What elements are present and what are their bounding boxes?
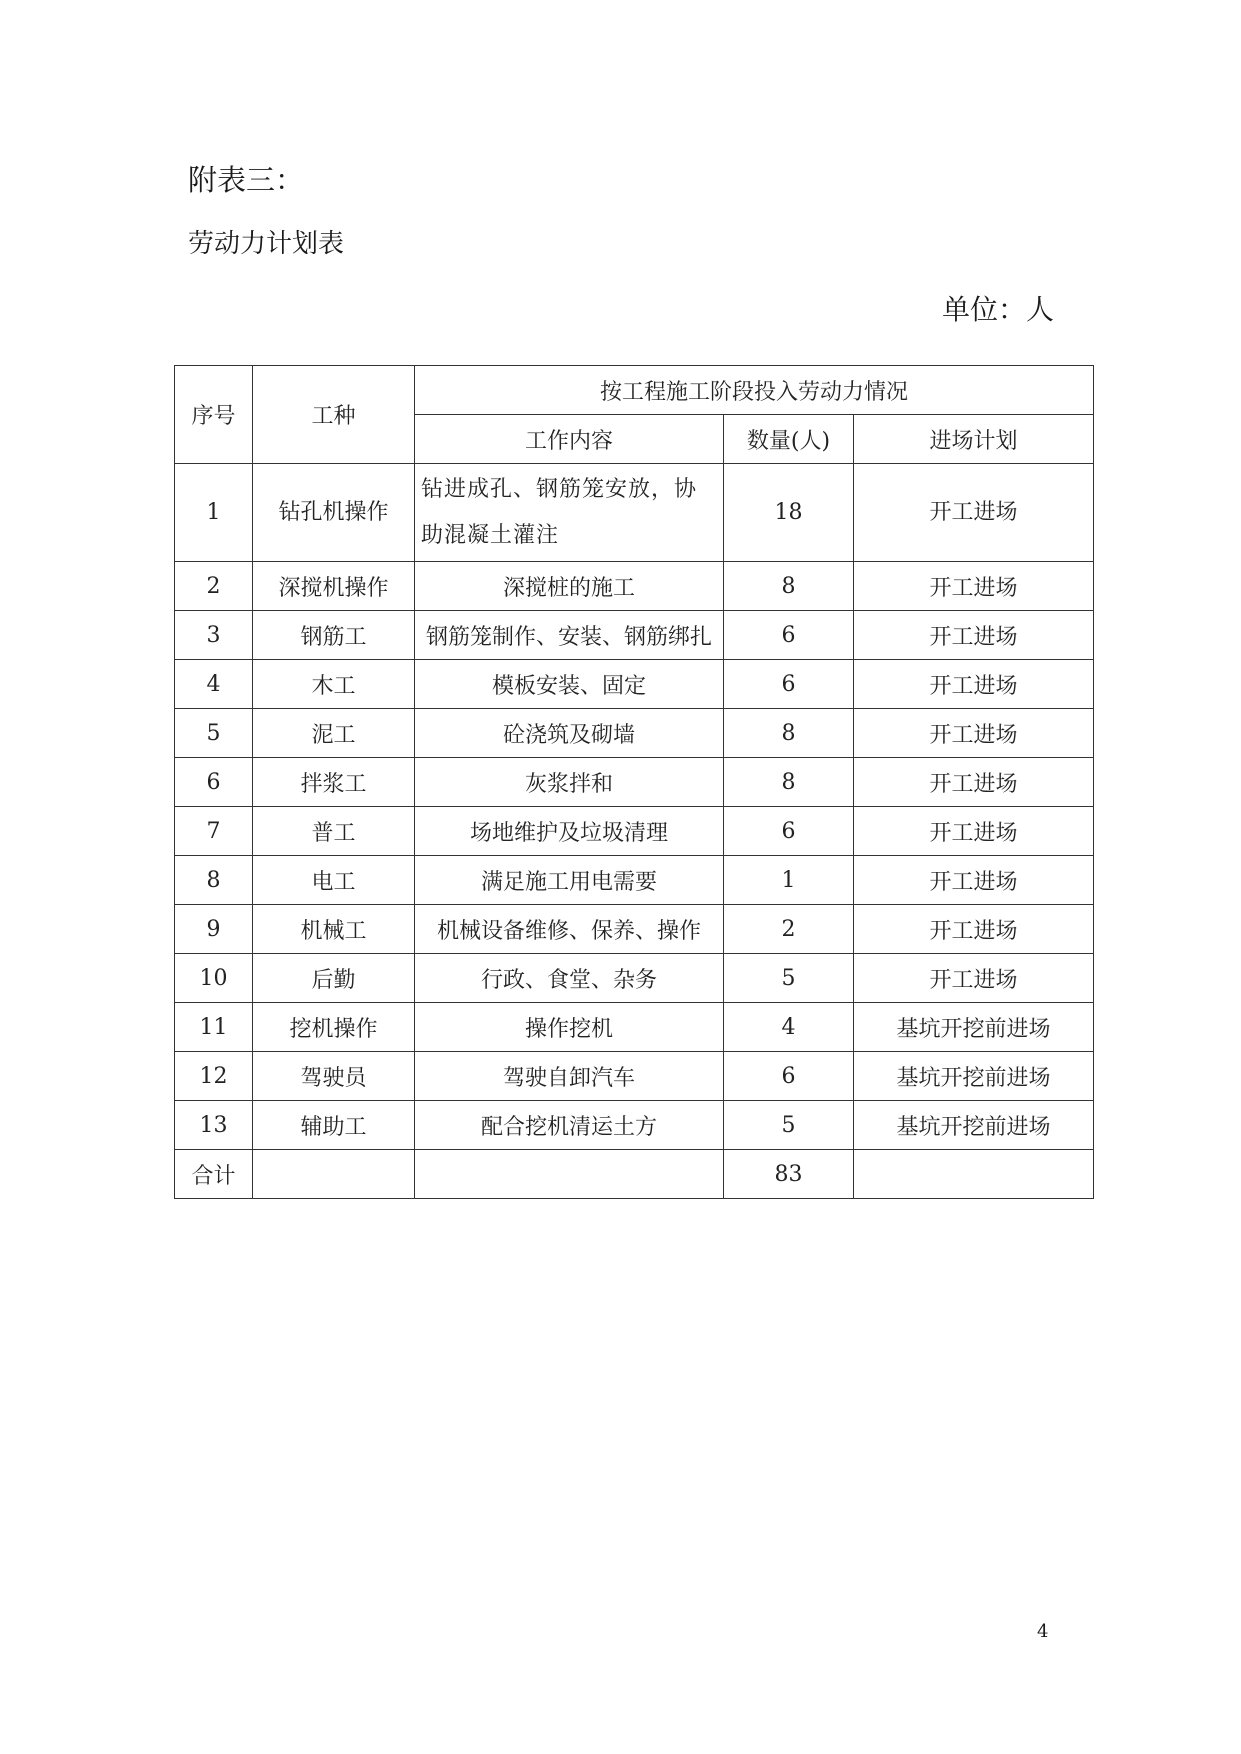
cell-count: 4: [724, 1003, 854, 1052]
cell-content: 满足施工用电需要: [415, 856, 724, 905]
table-row: [175, 709, 1094, 758]
cell-seq: 8: [175, 856, 253, 905]
cell-seq: 10: [175, 954, 253, 1003]
table-row: [175, 562, 1094, 611]
cell-trade: 钻孔机操作: [253, 464, 415, 562]
cell-seq: 12: [175, 1052, 253, 1101]
cell-trade: 拌浆工: [253, 758, 415, 807]
table-row: [175, 611, 1094, 660]
unit-label: 单位：人: [942, 293, 1055, 326]
cell-seq: 2: [175, 562, 253, 611]
cell-trade: 后勤: [253, 954, 415, 1003]
cell-content: 场地维护及垃圾清理: [415, 807, 724, 856]
cell-trade: 深搅机操作: [253, 562, 415, 611]
cell-trade: 普工: [253, 807, 415, 856]
cell-count: 8: [724, 709, 854, 758]
cell-count: 6: [724, 660, 854, 709]
cell-count: 8: [724, 758, 854, 807]
header-plan: 进场计划: [854, 415, 1094, 464]
cell-content: 驾驶自卸汽车: [415, 1052, 724, 1101]
total-row: [175, 1150, 1094, 1199]
total-content: [415, 1150, 724, 1199]
header-content: 工作内容: [415, 415, 724, 464]
cell-plan: 开工进场: [854, 464, 1094, 562]
table-row: [175, 758, 1094, 807]
cell-seq: 4: [175, 660, 253, 709]
cell-plan: 开工进场: [854, 709, 1094, 758]
cell-count: 6: [724, 611, 854, 660]
cell-count: 6: [724, 807, 854, 856]
table-title: 劳动力计划表: [188, 229, 345, 259]
cell-count: 8: [724, 562, 854, 611]
cell-plan: 基坑开挖前进场: [854, 1052, 1094, 1101]
cell-plan: 开工进场: [854, 758, 1094, 807]
cell-count: 2: [724, 905, 854, 954]
cell-plan: 开工进场: [854, 856, 1094, 905]
cell-count: 5: [724, 1101, 854, 1150]
cell-plan: 开工进场: [854, 611, 1094, 660]
cell-content: 操作挖机: [415, 1003, 724, 1052]
cell-plan: 开工进场: [854, 954, 1094, 1003]
header-group: 按工程施工阶段投入劳动力情况: [415, 366, 1094, 415]
total-trade: [253, 1150, 415, 1199]
cell-trade: 辅助工: [253, 1101, 415, 1150]
cell-content: 深搅桩的施工: [415, 562, 724, 611]
table-row: [175, 905, 1094, 954]
cell-seq: 5: [175, 709, 253, 758]
table-row: [175, 464, 1094, 562]
cell-content: 灰浆拌和: [415, 758, 724, 807]
cell-content: 钻进成孔、钢筋笼安放，协助混凝土灌注: [415, 464, 724, 562]
cell-content: 模板安装、固定: [415, 660, 724, 709]
table-row: [175, 807, 1094, 856]
appendix-title: 附表三：: [188, 163, 305, 197]
header-count: 数量(人): [724, 415, 854, 464]
cell-trade: 钢筋工: [253, 611, 415, 660]
header-trade: 工种: [253, 366, 415, 464]
cell-trade: 泥工: [253, 709, 415, 758]
table-row: [175, 1101, 1094, 1150]
cell-seq: 11: [175, 1003, 253, 1052]
cell-plan: 基坑开挖前进场: [854, 1101, 1094, 1150]
table-row: [175, 954, 1094, 1003]
total-count: 83: [724, 1150, 854, 1199]
table-row: [175, 660, 1094, 709]
labor-plan-table: [174, 365, 1094, 1199]
cell-content: 机械设备维修、保养、操作: [415, 905, 724, 954]
cell-trade: 机械工: [253, 905, 415, 954]
cell-content: 行政、食堂、杂务: [415, 954, 724, 1003]
page-number: 4: [1037, 1621, 1049, 1642]
cell-count: 6: [724, 1052, 854, 1101]
cell-trade: 驾驶员: [253, 1052, 415, 1101]
cell-trade: 电工: [253, 856, 415, 905]
cell-plan: 开工进场: [854, 905, 1094, 954]
cell-plan: 开工进场: [854, 807, 1094, 856]
table-row: [175, 856, 1094, 905]
cell-content: 砼浇筑及砌墙: [415, 709, 724, 758]
cell-count: 18: [724, 464, 854, 562]
cell-seq: 7: [175, 807, 253, 856]
total-plan: [854, 1150, 1094, 1199]
cell-seq: 13: [175, 1101, 253, 1150]
cell-seq: 6: [175, 758, 253, 807]
cell-plan: 基坑开挖前进场: [854, 1003, 1094, 1052]
cell-content: 钢筋笼制作、安装、钢筋绑扎: [415, 611, 724, 660]
cell-count: 5: [724, 954, 854, 1003]
header-row: [175, 366, 1094, 415]
header-seq: 序号: [175, 366, 253, 464]
table-row: [175, 1052, 1094, 1101]
total-label: 合计: [175, 1150, 253, 1199]
cell-seq: 1: [175, 464, 253, 562]
table-row: [175, 1003, 1094, 1052]
cell-trade: 木工: [253, 660, 415, 709]
cell-count: 1: [724, 856, 854, 905]
cell-content: 配合挖机清运土方: [415, 1101, 724, 1150]
cell-seq: 3: [175, 611, 253, 660]
cell-plan: 开工进场: [854, 562, 1094, 611]
cell-trade: 挖机操作: [253, 1003, 415, 1052]
cell-plan: 开工进场: [854, 660, 1094, 709]
cell-seq: 9: [175, 905, 253, 954]
